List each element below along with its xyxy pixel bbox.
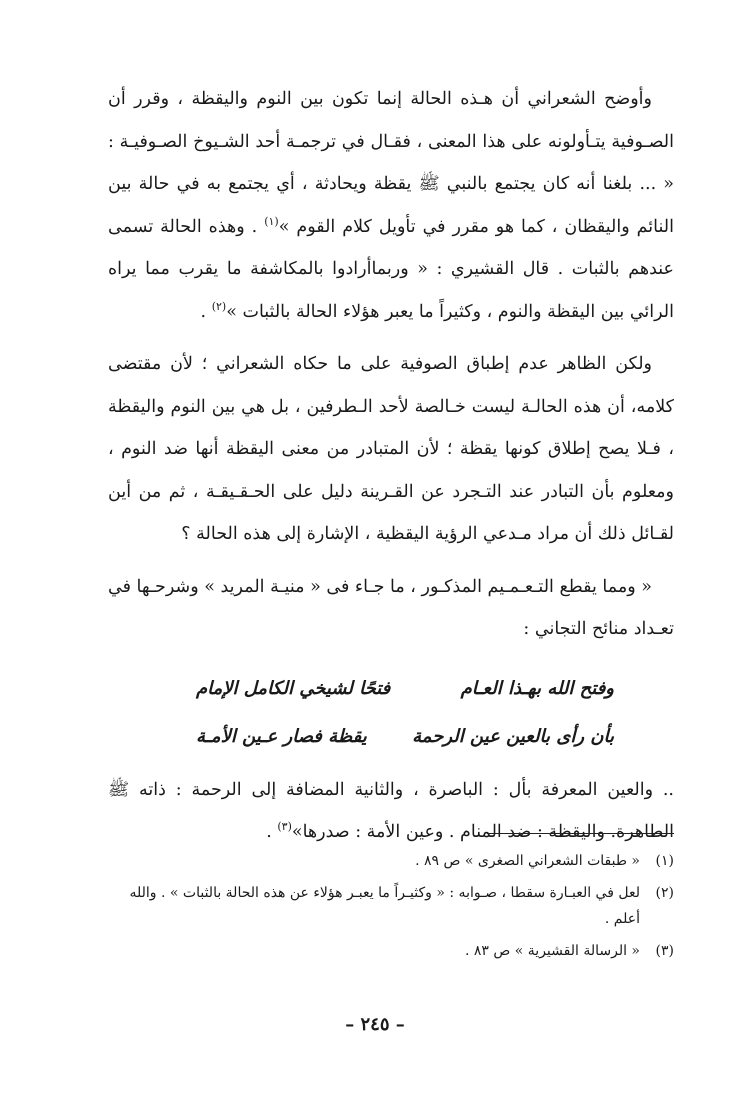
poem-verse-1-second-hemistich: فتحًا لشيخي الكامل الإمام xyxy=(196,677,391,699)
paragraph-1-text-c: . xyxy=(200,301,212,322)
footnote-ref-3[interactable]: (٣) xyxy=(277,820,292,834)
paragraph-4-text-a: .. والعين المعرفة بأل : الباصرة ، والثانية المضافة إلى الرحمة : ذاته ﷺ الطاهرة. واليقظة : ضد المنام . وعين الأمة : صدرها» xyxy=(108,779,674,842)
footnotes xyxy=(108,848,674,970)
footnote-ref-2[interactable]: (٢) xyxy=(211,299,227,313)
paragraph-4-text-b: . xyxy=(266,822,278,842)
footnote-3-number: (٣) xyxy=(655,943,674,959)
poem-verse-2-second-hemistich: يقظة فصار عـين الأمـة xyxy=(196,725,367,747)
footnote-2-text: لعل في العبـارة سقطا ، صـوابه : « وكثيـراً ما يعبـر هؤلاء عن هذه الحالة بالثبات » . والله أعلم . xyxy=(129,885,640,927)
paragraph-4 xyxy=(108,769,674,854)
paragraph-3: « ومما يقطع التـعـمـيم المذكـور ، ما جـاء فى « منيـة المريد » وشرحـها في تعـداد منائح التجاني : xyxy=(108,576,674,639)
paragraph-1 xyxy=(108,78,674,333)
poem-verse-1-first-hemistich: وفتح الله بهـذا العـام xyxy=(460,677,614,699)
poem xyxy=(108,665,674,761)
paragraph-1-text-b: . وهذه الحالة تسمى عندهم بالثبات . قال القشيري : « وربماأرادوا بالمكاشفة ما يقرب مما يراه الرائي بين اليقظة والنوم ، وكثيراً ما يعبر هؤلاء الحالة بالثبات » xyxy=(108,216,674,322)
poem-verse-1 xyxy=(196,665,614,713)
paragraph-1-text-a: وأوضح الشعراني أن هـذه الحالة إنما تكون بين النوم واليقظة ، وقرر أن الصـوفية يتـأولونه على هذا المعنى ، فقـال في ترجمـة أحد الشـيوخ الصـوفيـة : « ... بلغنا أنه كان يجتمع بالنبي ﷺ يقظة ويحادثة ، أي يجتمع به في حالة بين النائم واليقظان ، كما هو مقرر في تأويل كلام القوم » xyxy=(108,89,674,237)
footnote-1 xyxy=(108,848,674,874)
footnote-ref-1[interactable]: (١) xyxy=(264,214,279,228)
footnote-1-number: (١) xyxy=(655,853,674,869)
main-text xyxy=(108,78,674,854)
poem-verse-2-first-hemistich: بأن رأى بالعين عين الرحمة xyxy=(412,725,614,747)
poem-verse-2 xyxy=(196,713,614,761)
page-number: – ٢٤٥ – xyxy=(345,1014,405,1035)
paragraph-2: ولكن الظاهر عدم إطباق الصوفية على ما حكاه الشعراني ؛ لأن مقتضى كلامه، أن هذه الحالـة ليست خـالصة لأحد الـطرفين ، بل هي بين النوم واليقظة ، فـلا يصح إطلاق كونها يقظة ؛ لأن المتبادر من معنى اليقظة أنها ضد النوم ، ومعلوم بأن التبادر عند التـجرد عن القـرينة دليل على الحـقـيقـة ، ثم من أين لقـائل ذلك أن مراد مـدعي الرؤية اليقظية ، الإشارة إلى هذه الحالة ؟ xyxy=(108,354,674,544)
footnote-3 xyxy=(108,938,674,964)
footnote-3-text: « الرسالة القشيرية » ص ٨٣ . xyxy=(465,943,640,959)
footnote-divider xyxy=(487,833,674,834)
footnote-2-number: (٢) xyxy=(655,885,674,901)
footnote-1-text: « طبقات الشعراني الصغرى » ص ٨٩ . xyxy=(415,853,640,869)
footnote-2 xyxy=(108,880,674,932)
